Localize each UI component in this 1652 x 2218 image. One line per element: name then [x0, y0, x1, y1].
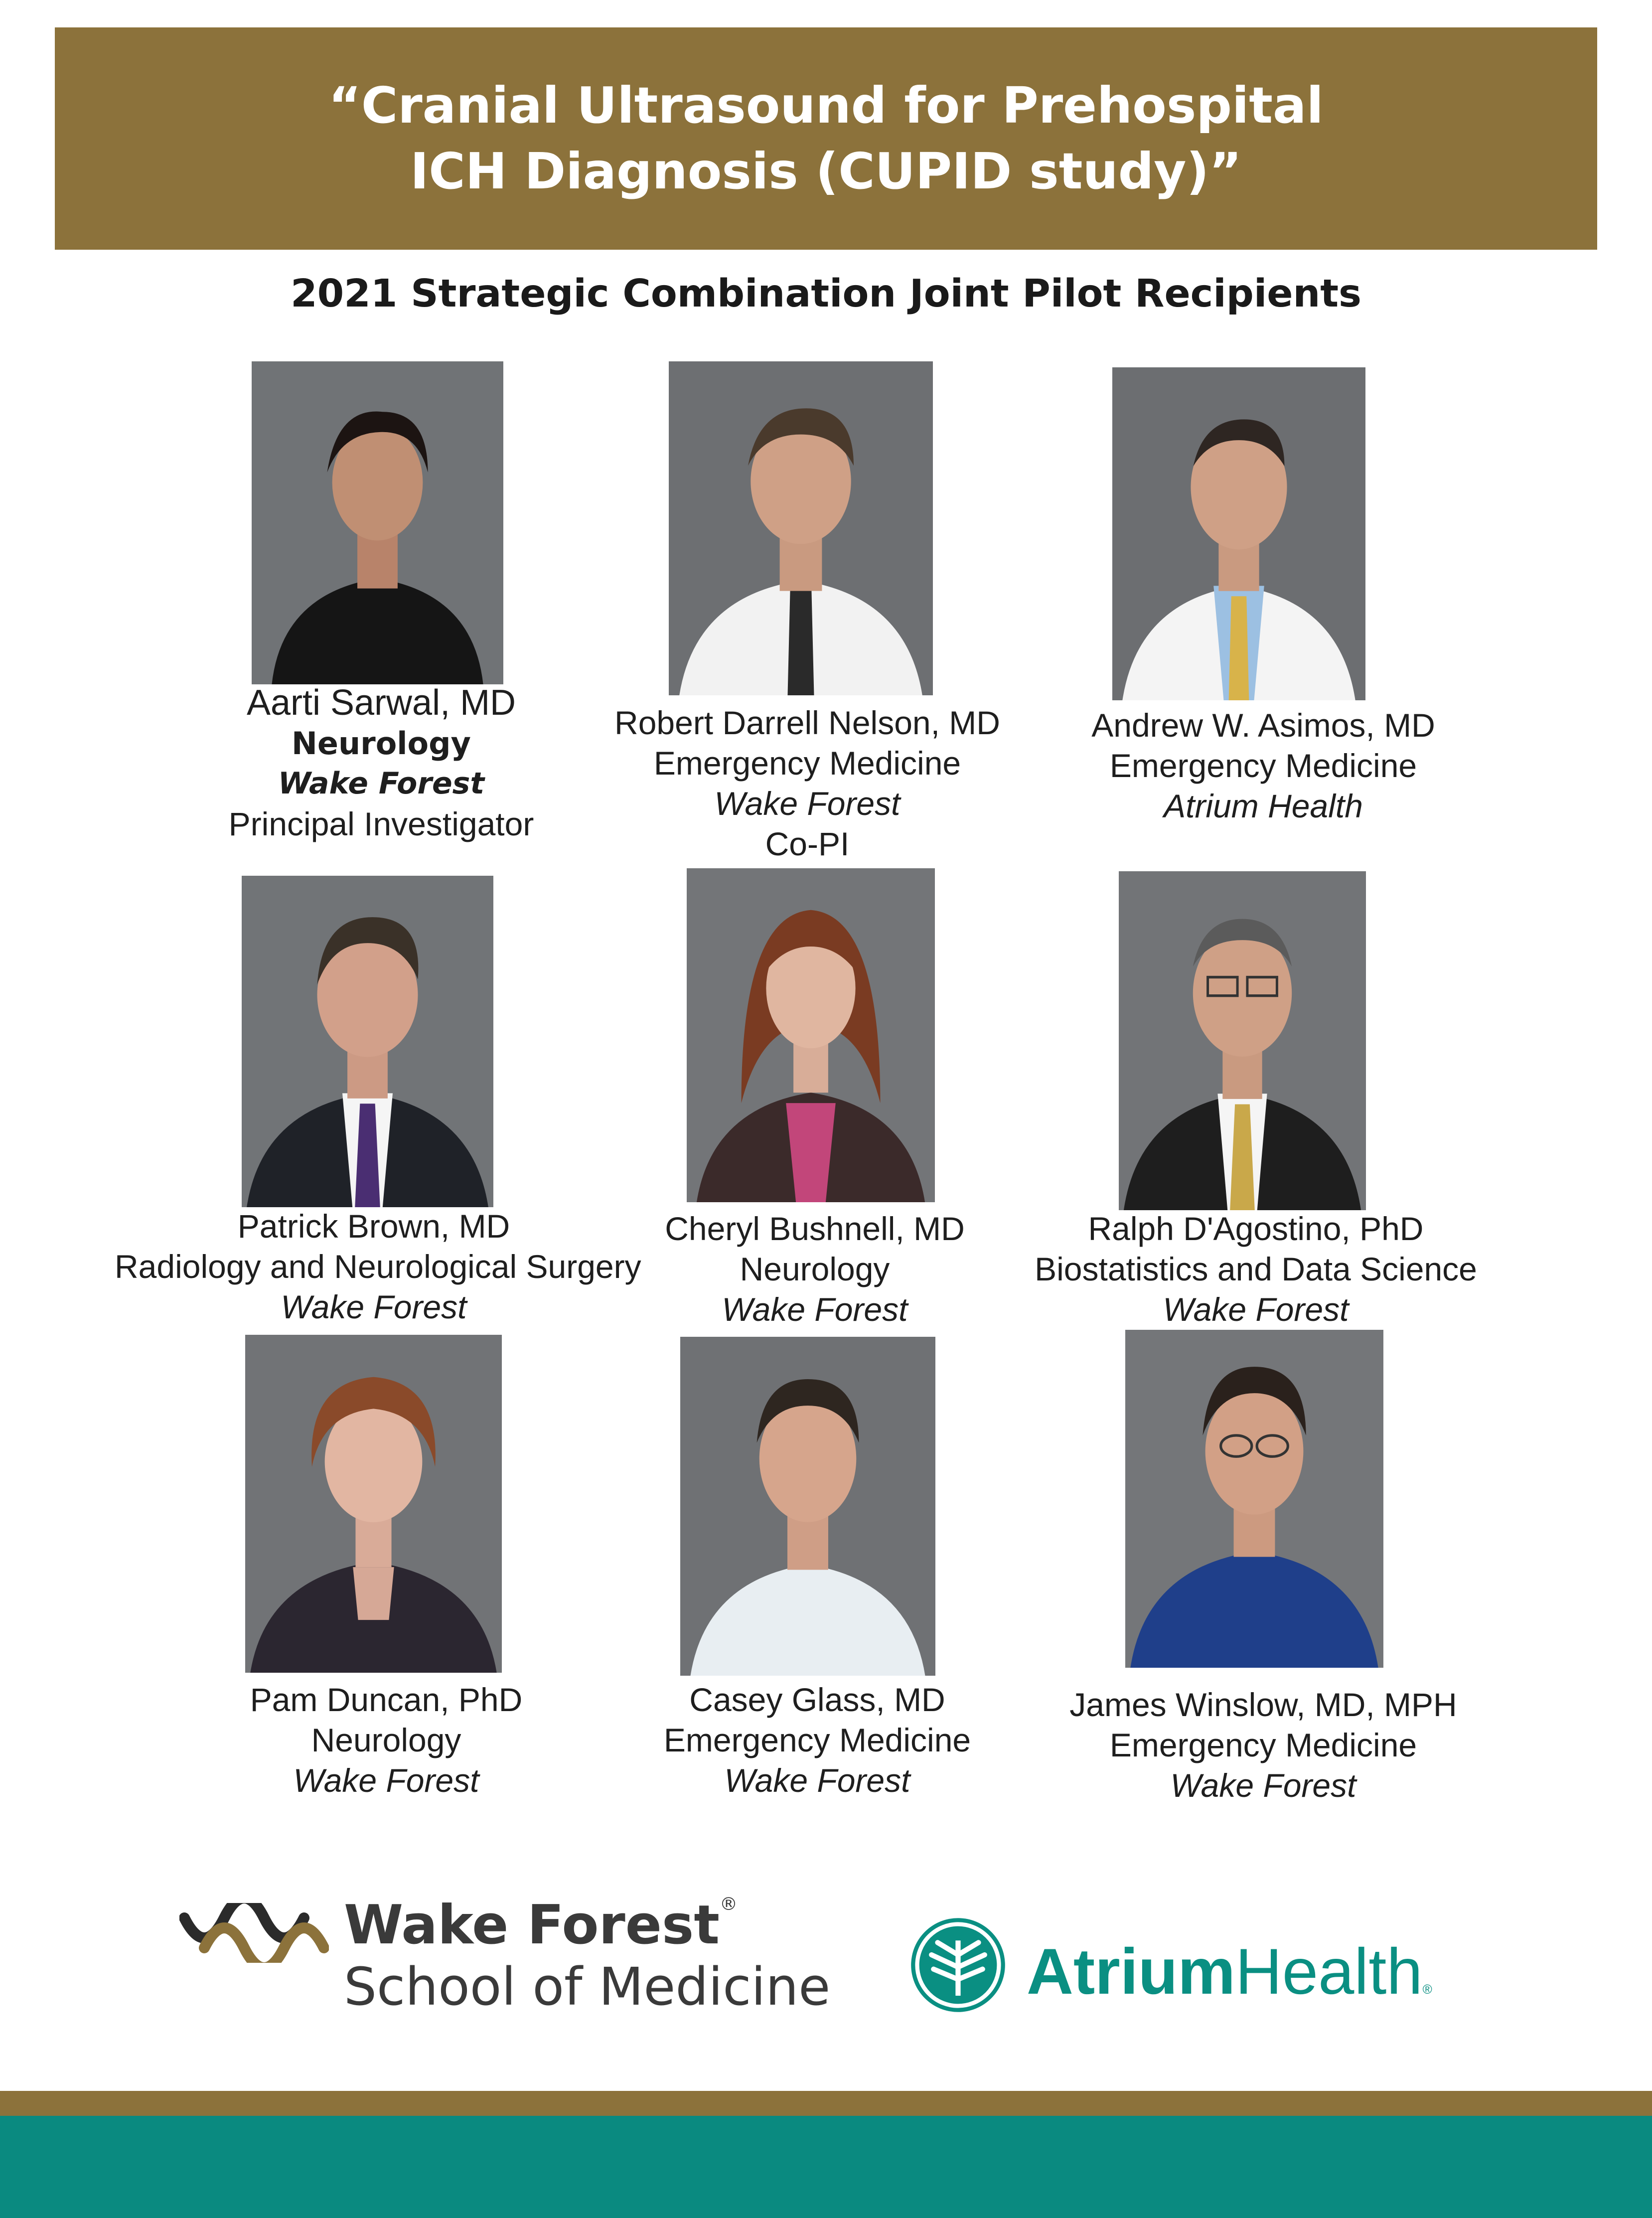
- title-line-1: “Cranial Ultrasound for Prehospital: [328, 76, 1324, 135]
- caption-8: [568, 1680, 1066, 1801]
- person-role: Principal Investigator: [228, 805, 534, 842]
- caption-7: [137, 1680, 635, 1801]
- person-name: Andrew W. Asimos, MD: [1091, 707, 1435, 744]
- caption-9: [1014, 1685, 1512, 1806]
- person-affiliation: Wake Forest: [1170, 1767, 1356, 1804]
- person-affiliation: Atrium Health: [1164, 788, 1363, 824]
- caption-1: [132, 683, 630, 844]
- caption-2: [558, 703, 1056, 864]
- portrait-photo-2: [669, 361, 933, 695]
- atrium-tree-icon: [907, 1914, 1009, 2016]
- title-line-2: ICH Diagnosis (CUPID study)”: [410, 142, 1242, 200]
- atrium-health-logo: [907, 1914, 1455, 2024]
- person-name: James Winslow, MD, MPH: [1069, 1686, 1457, 1723]
- subtitle: 2021 Strategic Combination Joint Pilot Recipients: [291, 272, 1361, 316]
- footer-gold-stripe: [0, 2091, 1652, 2116]
- caption-3: [1014, 705, 1512, 826]
- portrait-photo-3: [1112, 367, 1365, 700]
- person-department: Emergency Medicine: [663, 1722, 971, 1758]
- person-affiliation: Wake Forest: [714, 785, 901, 822]
- person-name: Pam Duncan, PhD: [250, 1681, 523, 1718]
- person-department: Neurology: [311, 1722, 461, 1758]
- wake-forest-name: Wake Forest®: [344, 1894, 738, 1956]
- person-affiliation: Wake Forest: [722, 1291, 908, 1328]
- person-name: Aarti Sarwal, MD: [246, 683, 516, 723]
- person-department: Biostatistics and Data Science: [1035, 1251, 1477, 1287]
- portrait-photo-6: [1119, 871, 1366, 1210]
- person-affiliation: Wake Forest: [278, 766, 485, 801]
- portrait-photo-5: [687, 868, 935, 1202]
- portrait-photo-8: [680, 1337, 935, 1676]
- portrait-photo-9: [1125, 1330, 1383, 1668]
- portrait-photo-4: [242, 876, 493, 1207]
- caption-5: [566, 1209, 1064, 1330]
- person-department: Neurology: [292, 725, 471, 762]
- title-banner: [55, 27, 1597, 250]
- person-role: Co-PI: [765, 825, 850, 862]
- portrait-photo-7: [245, 1335, 502, 1673]
- person-affiliation: Wake Forest: [293, 1762, 479, 1799]
- footer-teal-stripe: [0, 2116, 1652, 2218]
- caption-6: [1007, 1209, 1505, 1330]
- person-department: Neurology: [740, 1251, 890, 1287]
- person-name: Ralph D'Agostino, PhD: [1088, 1210, 1424, 1247]
- wake-forest-helix-icon: [179, 1903, 329, 1963]
- atrium-health-wordmark: AtriumHealth®: [1027, 1935, 1432, 2008]
- person-department: Radiology and Neurological Surgery: [115, 1248, 641, 1285]
- person-name: Patrick Brown, MD: [237, 1208, 510, 1245]
- person-department: Emergency Medicine: [1109, 1727, 1417, 1763]
- person-name: Casey Glass, MD: [689, 1681, 945, 1718]
- wake-forest-subtitle: School of Medicine: [344, 1956, 831, 2017]
- person-affiliation: Wake Forest: [281, 1288, 467, 1325]
- person-affiliation: Wake Forest: [1163, 1291, 1349, 1328]
- person-department: Emergency Medicine: [1109, 747, 1417, 784]
- person-name: Cheryl Bushnell, MD: [665, 1210, 965, 1247]
- person-name: Robert Darrell Nelson, MD: [614, 704, 1000, 741]
- person-affiliation: Wake Forest: [724, 1762, 910, 1799]
- person-department: Emergency Medicine: [653, 745, 961, 782]
- caption-4: [115, 1206, 641, 1327]
- wake-forest-logo: [179, 1894, 837, 2024]
- portrait-photo-1: [252, 361, 503, 684]
